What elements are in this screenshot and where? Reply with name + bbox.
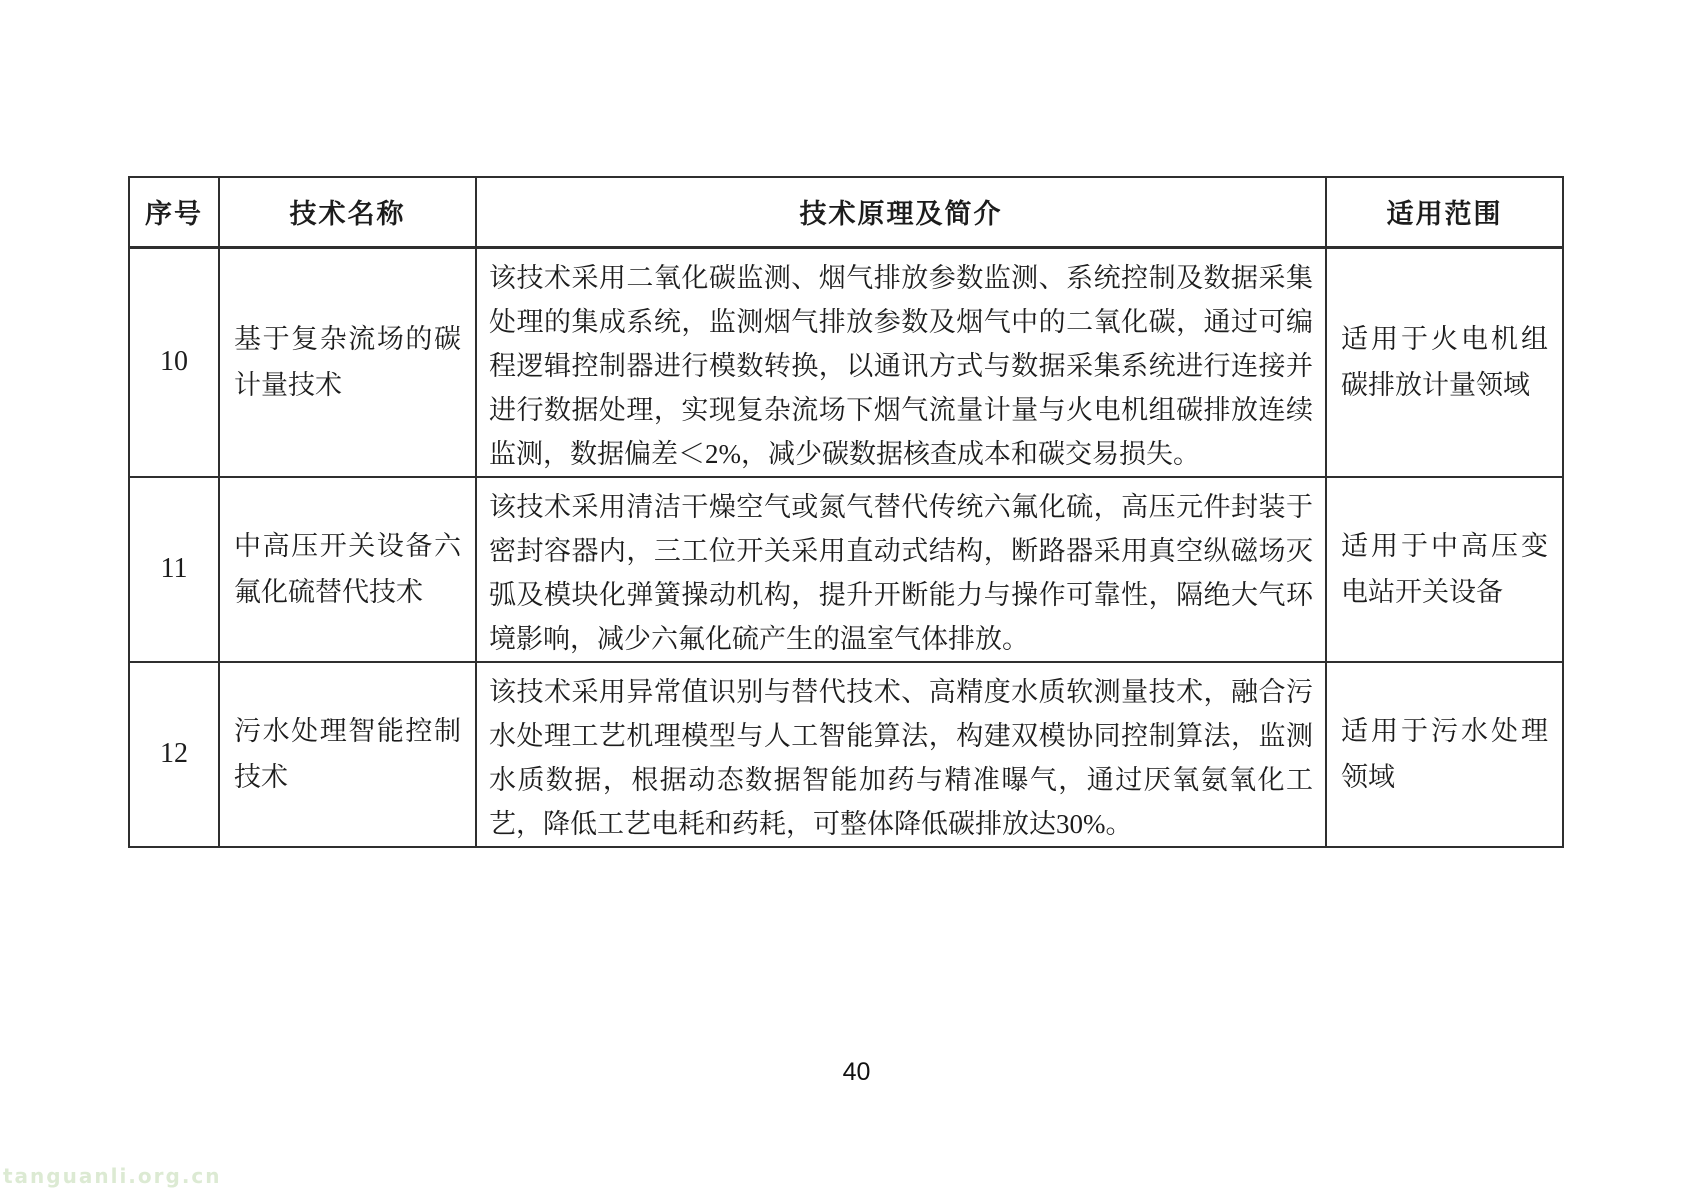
- technology-table: [128, 176, 1564, 848]
- row-12-serial: 12: [129, 662, 219, 847]
- table-header-row: [129, 177, 1563, 247]
- header-principle-introduction: 技术原理及简介: [476, 177, 1326, 247]
- row-11-description: 该技术采用清洁干燥空气或氮气替代传统六氟化硫，高压元件封装于密封容器内，三工位开关采用直动式结构，断路器采用真空纵磁场灭弧及模块化弹簧操动机构，提升开断能力与操作可靠性，隔绝大气环境影响，减少六氟化硫产生的温室气体排放。: [476, 477, 1326, 662]
- row-12-description: 该技术采用异常值识别与替代技术、高精度水质软测量技术，融合污水处理工艺机理模型与人工智能算法，构建双模协同控制算法，监测水质数据，根据动态数据智能加药与精准曝气，通过厌氧氨氧化工艺，降低工艺电耗和药耗，可整体降低碳排放达30%。: [476, 662, 1326, 847]
- watermark-text: tanguanli.org.cn: [3, 1164, 222, 1188]
- header-technology-name: 技术名称: [219, 177, 476, 247]
- row-11-serial: 11: [129, 477, 219, 662]
- row-12-scope: 适用于污水处理领域: [1326, 662, 1563, 847]
- row-11-scope: 适用于中高压变电站开关设备: [1326, 477, 1563, 662]
- row-12-technology-name: 污水处理智能控制技术: [219, 662, 476, 847]
- page-number: 40: [842, 1058, 871, 1086]
- row-10-technology-name: 基于复杂流场的碳计量技术: [219, 247, 476, 477]
- header-serial-number: 序号: [129, 177, 219, 247]
- row-11-technology-name: 中高压开关设备六氟化硫替代技术: [219, 477, 476, 662]
- table-row: [129, 247, 1563, 477]
- row-10-description: 该技术采用二氧化碳监测、烟气排放参数监测、系统控制及数据采集处理的集成系统，监测烟气排放参数及烟气中的二氧化碳，通过可编程逻辑控制器进行模数转换，以通讯方式与数据采集系统进行连接并进行数据处理，实现复杂流场下烟气流量计量与火电机组碳排放连续监测，数据偏差＜2%，减少碳数据核查成本和碳交易损失。: [476, 247, 1326, 477]
- row-10-scope: 适用于火电机组碳排放计量领域: [1326, 247, 1563, 477]
- header-applicable-scope: 适用范围: [1326, 177, 1563, 247]
- table-row: [129, 662, 1563, 847]
- row-10-serial: 10: [129, 247, 219, 477]
- table-row: [129, 477, 1563, 662]
